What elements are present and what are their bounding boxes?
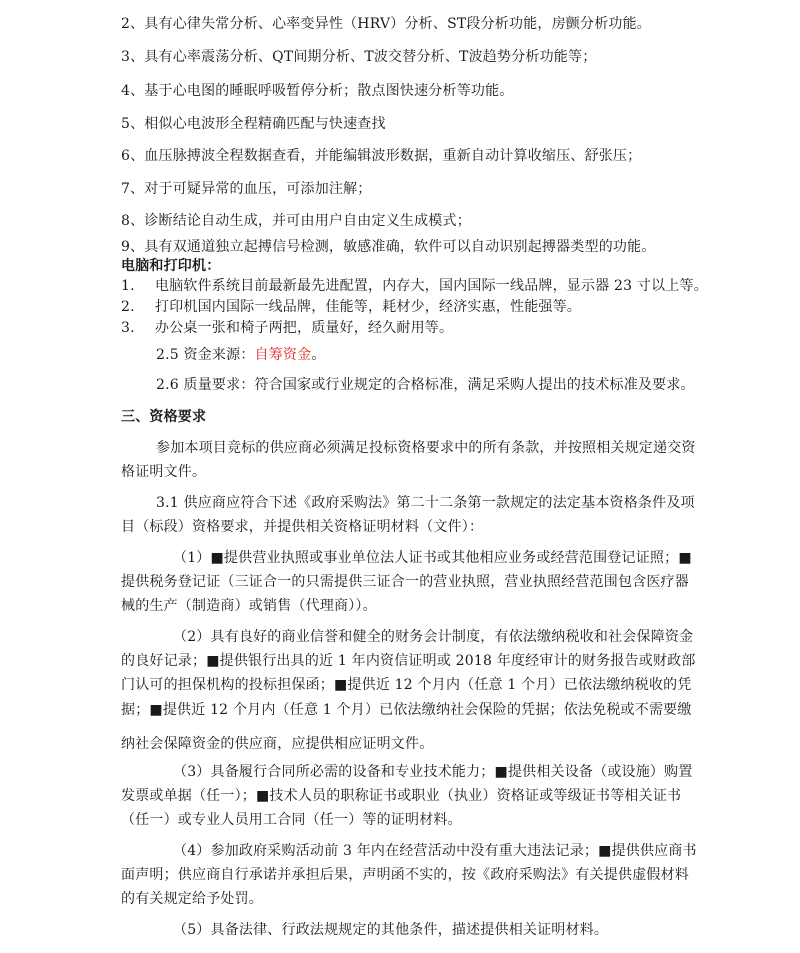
feature-item-4: 4、基于心电图的睡眠呼吸暂停分析；散点图快速分析等功能。 [121, 83, 514, 99]
requirement-5-line: （5）具备法律、行政法规规定的其他条件，描述提供相关证明材料。 [173, 922, 609, 938]
computer-item-2 [121, 297, 581, 317]
funding-end: 。 [311, 347, 326, 363]
requirement-1-line: 械的生产（制造商）或销售（代理商））。 [121, 598, 377, 614]
feature-item-7: 7、对于可疑异常的血压，可添加注解； [121, 181, 372, 197]
feature-item-6: 6、血压脉搏波全程数据查看，并能编辑波形数据，重新自动计算收缩压、舒张压； [121, 148, 642, 164]
requirement-2-line: 门认可的担保机构的投标担保函；■提供近 12 个月内（任意 1 个月）已依法缴纳税收的凭 [121, 677, 692, 693]
funding-label: 2.5 资金来源： [156, 347, 255, 363]
requirement-2-line: 纳社会保障资金的供应商，应提供相应证明文件。 [121, 736, 434, 752]
feature-item-3: 3、具有心率震荡分析、QT间期分析、T波交替分析、T波趋势分析功能等； [121, 49, 597, 65]
requirement-2-line: （2）具有良好的商业信誉和健全的财务会计制度，有依法缴纳税收和社会保障资金 [173, 629, 694, 645]
requirement-2-line: 的良好记录；■提供银行出具的近 1 年内资信证明或 2018 年度经审计的财务报告或财政部 [121, 653, 696, 669]
feature-item-2: 2、具有心律失常分析、心率变异性（HRV）分析、ST段分析功能，房颤分析功能。 [121, 16, 651, 32]
requirement-3-line: （3）具备履行合同所必需的设备和专业技术能力；■提供相关设备（或设施）购置 [173, 764, 693, 780]
section-3-heading: 三、资格要求 [121, 409, 207, 425]
feature-item-8: 8、诊断结论自动生成，并可由用户自由定义生成模式； [121, 213, 471, 229]
computer-item-1 [121, 276, 708, 296]
requirement-3-line: 发票或单据（任一）；■技术人员的职称证书或职业（执业）资格证或等级证书等相关证书 [121, 788, 682, 804]
requirement-1-line: （1）■提供营业执照或事业单位法人证书或其他相应业务或经营范围登记证照；■ [173, 550, 692, 566]
computer-item-text: 打印机国内国际一线品牌，佳能等，耗材少，经济实惠，性能强等。 [155, 299, 581, 315]
computer-section-heading: 电脑和打印机： [121, 258, 221, 274]
clause-3-1-line: 目（标段）资格要求，并提供相关资格证明材料（文件）： [121, 519, 484, 535]
clause-3-1-line: 3.1 供应商应符合下述《政府采购法》第二十二条第一款规定的法定基本资格条件及项 [156, 495, 695, 511]
computer-item-num: 3. [121, 320, 135, 336]
computer-item-num: 1. [121, 278, 135, 294]
section-3-intro-line: 参加本项目竞标的供应商必须满足投标资格要求中的所有条款，并按照相关规定递交资 [156, 440, 696, 456]
computer-item-num: 2. [121, 299, 135, 315]
requirement-2-line: 据；■提供近 12 个月内（任意 1 个月）已依法缴纳社会保险的凭据；依法免税或不需要缴 [121, 702, 692, 718]
computer-item-3 [121, 318, 453, 338]
section-3-intro-line: 格证明文件。 [121, 464, 207, 480]
computer-item-text: 办公桌一张和椅子两把，质量好，经久耐用等。 [155, 320, 454, 336]
feature-item-5: 5、相似心电波形全程精确匹配与快速查找 [121, 116, 386, 132]
quality-line: 2.6 质量要求：符合国家或行业规定的合格标准，满足采购人提出的技术标准及要求。 [156, 377, 695, 393]
requirement-3-line: （任一）或专业人员用工合同（任一）等的证明材料。 [121, 812, 462, 828]
requirement-4-line: （4）参加政府采购活动前 3 年内在经营活动中没有重大违法记录；■提供供应商书 [173, 843, 697, 859]
requirement-4-line: 的有关规定给予处罚。 [121, 891, 263, 907]
feature-item-9: 9、具有双通道独立起搏信号检测，敏感准确，软件可以自动识别起搏器类型的功能。 [121, 239, 656, 255]
requirement-1-line: 提供税务登记证（三证合一的只需提供三证合一的营业执照，营业执照经营范围包含医疗器 [121, 574, 689, 590]
funding-line [156, 345, 326, 365]
computer-item-text: 电脑软件系统目前最新最先进配置，内存大，国内国际一线品牌，显示器 23 寸以上等。 [155, 278, 708, 294]
requirement-4-line: 面声明；供应商自行承诺并承担后果，声明函不实的，按《政府采购法》有关提供虚假材料 [121, 867, 689, 883]
funding-value: 自筹资金 [254, 347, 312, 363]
